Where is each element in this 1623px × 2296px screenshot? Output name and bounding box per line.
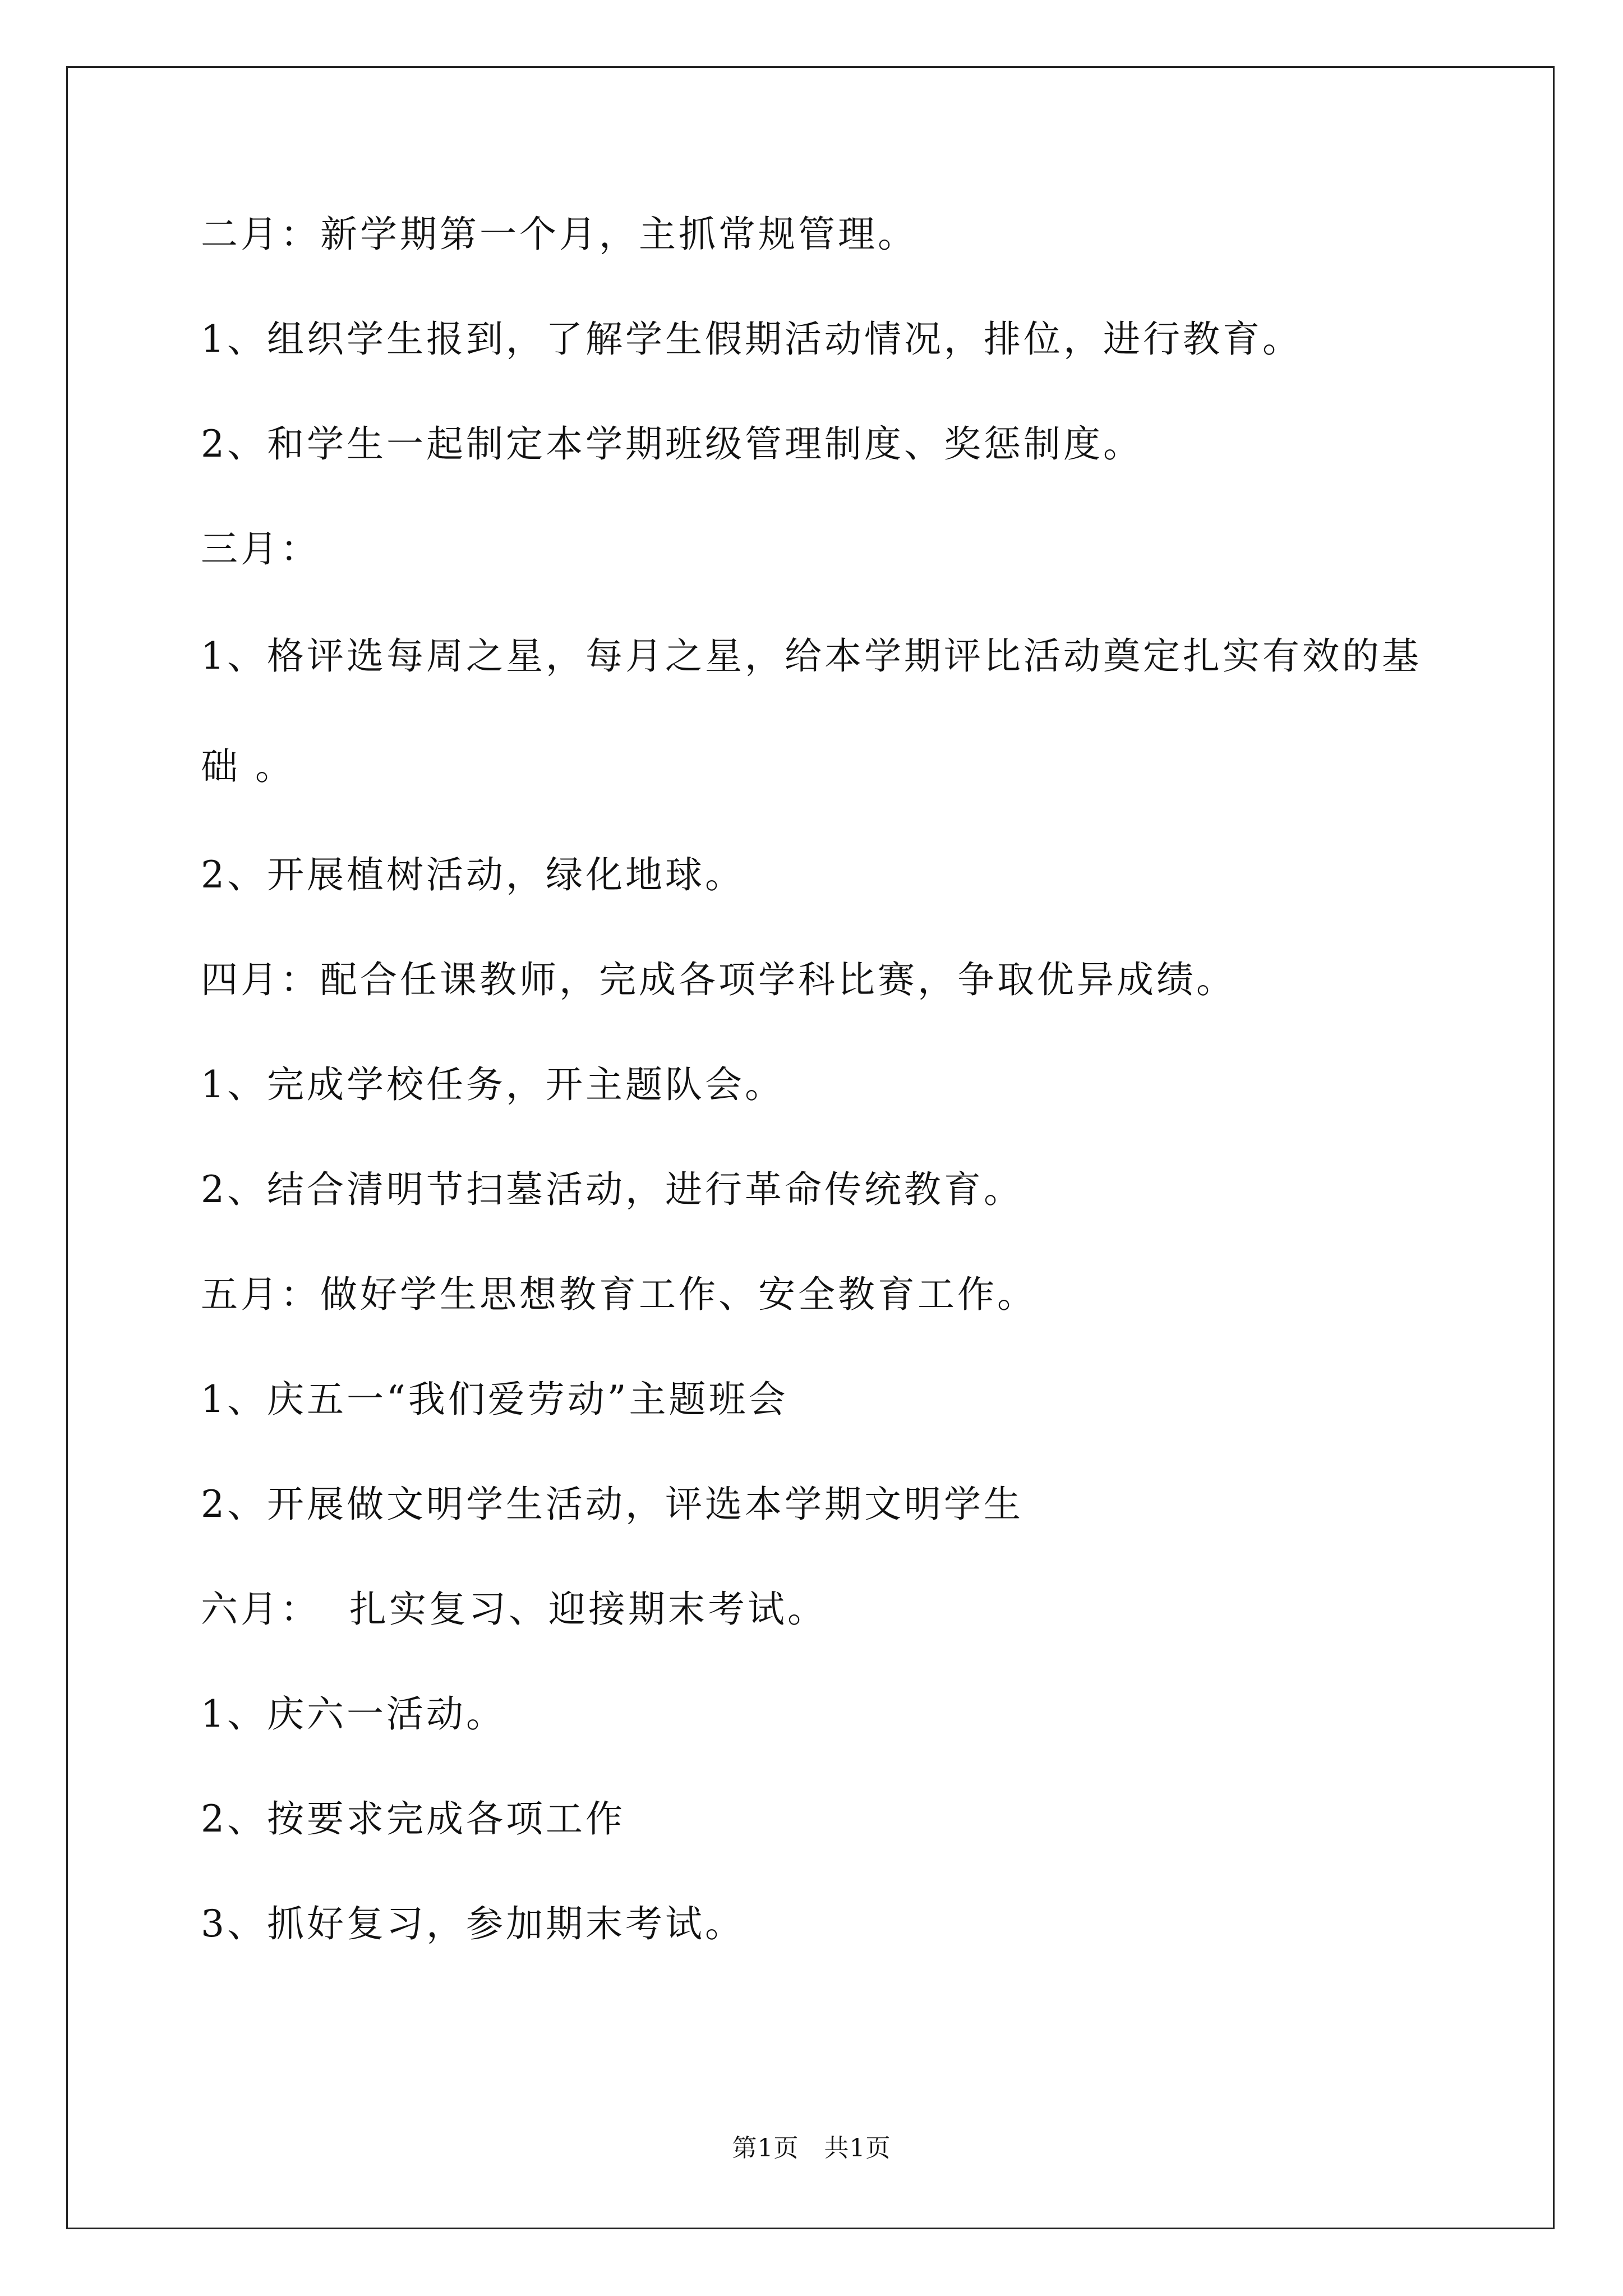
paragraph-march: 三月： xyxy=(201,527,320,570)
paragraph-february-item-1: 1、组织学生报到，了解学生假期活动情况，排位，进行教育。 xyxy=(201,318,1302,361)
paragraph-may-item-1: 1、庆五一“我们爱劳动”主题班会 xyxy=(201,1378,789,1421)
paragraph-april-item-1: 1、完成学校任务，开主题队会。 xyxy=(201,1063,785,1106)
document-body xyxy=(201,213,1435,1945)
paragraph-february-item-2: 2、和学生一起制定本学期班级管理制度、奖惩制度。 xyxy=(201,422,1143,466)
paragraph-april: 四月：配合任课教师，完成各项学科比赛，争取优异成绩。 xyxy=(201,958,1236,1001)
paragraph-june-item-3: 3、抓好复习，参加期末考试。 xyxy=(201,1902,745,1945)
paragraph-may: 五月：做好学生思想教育工作、安全教育工作。 xyxy=(201,1273,1037,1316)
paragraph-april-item-2: 2、结合清明节扫墓活动，进行革命传统教育。 xyxy=(201,1168,1023,1211)
paragraph-june: 六月： 扎实复习、迎接期末考试。 xyxy=(201,1588,827,1631)
paragraph-march-item-1-text: 1、格评选每周之星，每月之星，给本学期评比活动奠定扎实有效的基础 。 xyxy=(201,634,1422,788)
paragraph-june-item-2: 2、按要求完成各项工作 xyxy=(201,1797,625,1841)
paragraph-june-item-1: 1、庆六一活动。 xyxy=(201,1692,506,1736)
paragraph-may-item-2: 2、开展做文明学生活动，评选本学期文明学生 xyxy=(201,1483,1023,1526)
paragraph-february: 二月：新学期第一个月，主抓常规管理。 xyxy=(201,213,917,256)
page-footer: 第1页 共1页 xyxy=(732,2134,891,2162)
paragraph-march-item-2: 2、开展植树活动，绿化地球。 xyxy=(201,853,745,896)
paragraph-march-item-1 xyxy=(201,601,1435,822)
